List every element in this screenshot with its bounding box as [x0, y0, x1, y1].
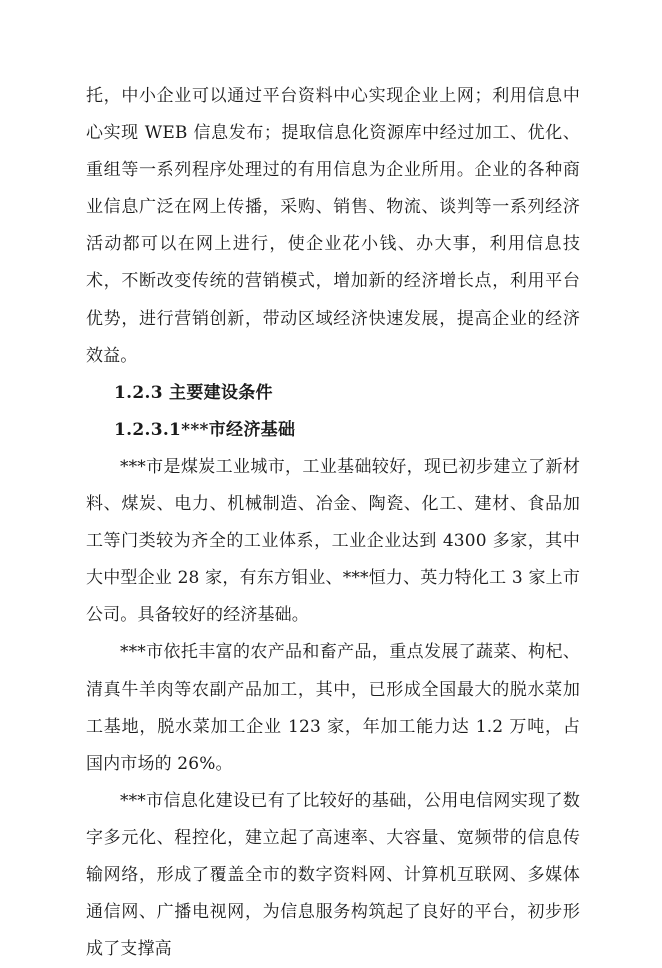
continuation-paragraph: 托，中小企业可以通过平台资料中心实现企业上网；利用信息中心实现 WEB 信息发布；提取信息化资源库中经过加工、优化、重组等一系列程序处理过的有用信息为企业所用。企业的各种商业信息广泛在网上传播，采购、销售、物流、谈判等一系列经济活动都可以在网上进行，使企业花小钱、办大事，利用信息技术，不断改变传统的营销模式，增加新的经济增长点，利用平台优势，进行营销创新，带动区域经济快速发展，提高企业的经济效益。 — [86, 86, 580, 366]
paragraph-agriculture: ***市依托丰富的农产品和畜产品，重点发展了蔬菜、枸杞、清真牛羊肉等农副产品加工，其中，已形成全国最大的脱水菜加工基地，脱水菜加工企业 123 家，年加工能力达 1.2 万吨，占国内市场的 26%。 — [86, 642, 580, 774]
paragraph-informatization: ***市信息化建设已有了比较好的基础，公用电信网实现了数字多元化、程控化，建立起了高速率、大容量、宽频带的信息传输网络，形成了覆盖全市的数字资料网、计算机互联网、多媒体通信网、广播电视网，为信息服务构筑起了良好的平台，初步形成了支撑高 — [86, 790, 580, 960]
section-heading: 1.2.3 主要建设条件 — [114, 382, 273, 403]
paragraph-industry: ***市是煤炭工业城市，工业基础较好，现已初步建立了新材料、煤炭、电力、机械制造、冶金、陶瓷、化工、建材、食品加工等门类较为齐全的工业体系，工业企业达到 4300 多家，其中大中型企业 28 家，有东方钼业、***恒力、英力特化工 3 家上市公司。具备较好的经济基础。 — [86, 456, 580, 626]
document-page — [86, 78, 580, 968]
subsection-heading: 1.2.3.1***市经济基础 — [114, 419, 296, 440]
